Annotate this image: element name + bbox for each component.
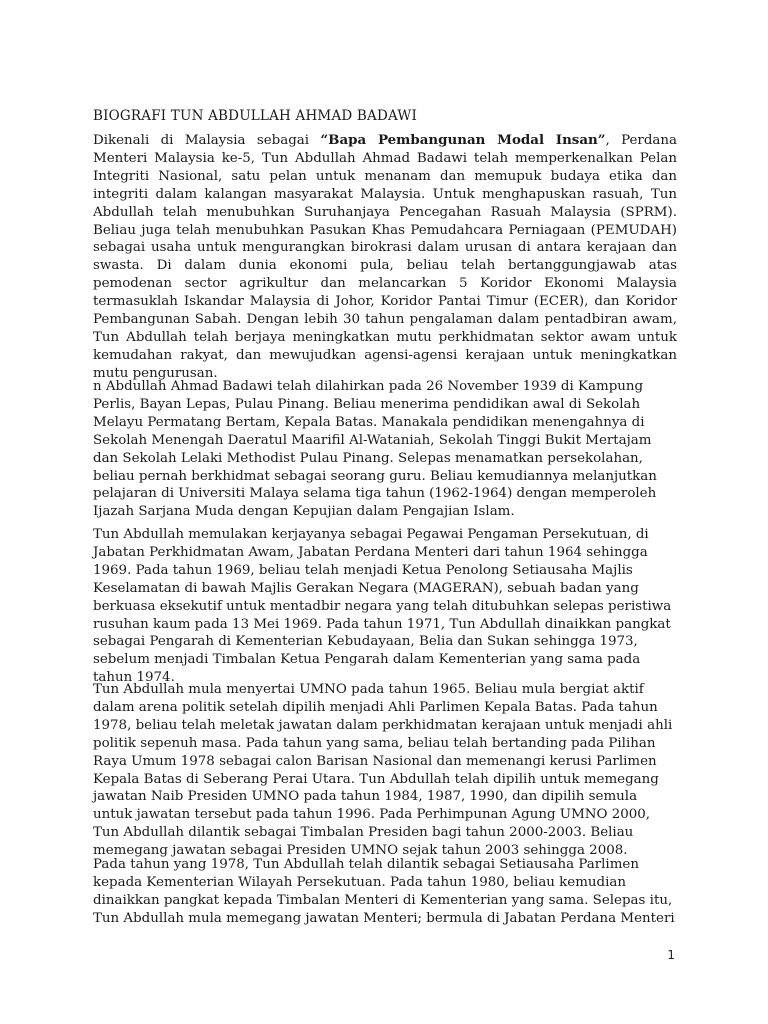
paragraph-intro-bold: “Bapa Pembangunan Modal Insan” bbox=[320, 132, 606, 148]
document-title: BIOGRAFI TUN ABDULLAH AHMAD BADAWI bbox=[93, 108, 418, 124]
page-number: 1 bbox=[667, 948, 675, 962]
paragraph-politics: Tun Abdullah mula menyertai UMNO pada tahun 1965. Beliau mula bergiat aktif dalam arena politik setelah dipilih menjadi Ahli Parlimen Kepala Batas. Pada tahun 1978, beliau telah meletak jawatan dalam perkhidmatan kerajaan untuk menjadi ahli politik sepenuh masa. Pada tahun yang sama, beliau telah bertanding pada Pilihan Raya Umum 1978 sebagai calon Barisan Nasional dan memenangi kerusi Parlimen Kepala Batas di Seberang Perai Utara. Tun Abdullah telah dipilih untuk memegang jawatan Naib Presiden UMNO pada tahun 1984, 1987, 1990, dan dipilih semula untuk jawatan tersebut pada tahun 1996. Pada Perhimpunan Agung UMNO 2000, Tun Abdullah dilantik sebagai Timbalan Presiden bagi tahun 2000-2003. Beliau memegang jawatan sebagai Presiden UMNO sejak tahun 2003 sehingga 2008. bbox=[93, 682, 673, 859]
paragraph-ministerial: Pada tahun yang 1978, Tun Abdullah telah dilantik sebagai Setiausaha Parlimen kepada Kementerian Wilayah Persekutuan. Pada tahun 1980, beliau kemudian dinaikkan pangkat kepada Timbalan Menteri di Kementerian yang sama. Selepas itu, Tun Abdullah mula memegang jawatan Menteri; bermula di Jabatan Perdana Menteri bbox=[93, 857, 675, 926]
paragraph-intro-rest: , Perdana Menteri Malaysia ke-5, Tun Abdullah Ahmad Badawi telah memperkenalkan Pelan Integriti Nasional, satu pelan untuk menanam dan memupuk budaya etika dan integriti dalam kalangan masyarakat Malaysia. Untuk menghapuskan rasuah, Tun Abdullah telah menubuhkan Suruhanjaya Pencegahan Rasuah Malaysia (SPRM). Beliau juga telah menubuhkan Pasukan Khas Pemudahcara Perniagaan (PEMUDAH) sebagai usaha untuk mengurangkan birokrasi dalam urusan di antara kerajaan dan swasta. Di dalam dunia ekonomi pula, beliau telah bertanggungjawab atas pemodenan sector agrikultur dan melancarkan 5 Koridor Ekonomi Malaysia termasuklah Iskandar Malaysia di Johor, Koridor Pantai Timur (ECER), dan Koridor Pembangunan Sabah. Dengan lebih 30 tahun pengalaman dalam pentadbiran awam, Tun Abdullah telah berjaya meningkatkan mutu perkhidmatan sektor awam untuk kemudahan rakyat, dan mewujudkan agensi-agensi kerajaan untuk meningkatkan mutu pengurusan. bbox=[93, 133, 677, 381]
paragraph-intro-lead: Dikenali di Malaysia sebagai bbox=[93, 133, 321, 148]
paragraph-early-life: n Abdullah Ahmad Badawi telah dilahirkan pada 26 November 1939 di Kampung Perlis, Bayan Lepas, Pulau Pinang. Beliau menerima pendidikan awal di Sekolah Melayu Permatang Bertam, Kepala Batas. Manakala pendidikan menengahnya di Sekolah Menengah Daeratul Maarifil Al-Wataniah, Sekolah Tinggi Bukit Mertajam dan Sekolah Lelaki Methodist Pulau Pinang. Selepas menamatkan persekolahan, beliau pernah berkhidmat sebagai seorang guru. Beliau kemudiannya melanjutkan pelajaran di Universiti Malaya selama tiga tahun (1962-1964) dengan memperoleh Ijazah Sarjana Muda dengan Kepujian dalam Pengajian Islam. bbox=[93, 379, 657, 520]
paragraph-intro bbox=[93, 132, 677, 383]
paragraph-career: Tun Abdullah memulakan kerjayanya sebagai Pegawai Pengaman Persekutuan, di Jabatan Perkhidmatan Awam, Jabatan Perdana Menteri dari tahun 1964 sehingga 1969. Pada tahun 1969, beliau telah menjadi Ketua Penolong Setiausaha Majlis Keselamatan di bawah Majlis Gerakan Negara (MAGERAN), sebuah badan yang berkuasa eksekutif untuk mentadbir negara yang telah ditubuhkan selepas peristiwa rusuhan kaum pada 13 Mei 1969. Pada tahun 1971, Tun Abdullah dinaikkan pangkat sebagai Pengarah di Kementerian Kebudayaan, Belia dan Sukan sehingga 1973, sebelum menjadi Timbalan Ketua Pengarah dalam Kementerian yang sama pada tahun 1974. bbox=[93, 527, 672, 686]
